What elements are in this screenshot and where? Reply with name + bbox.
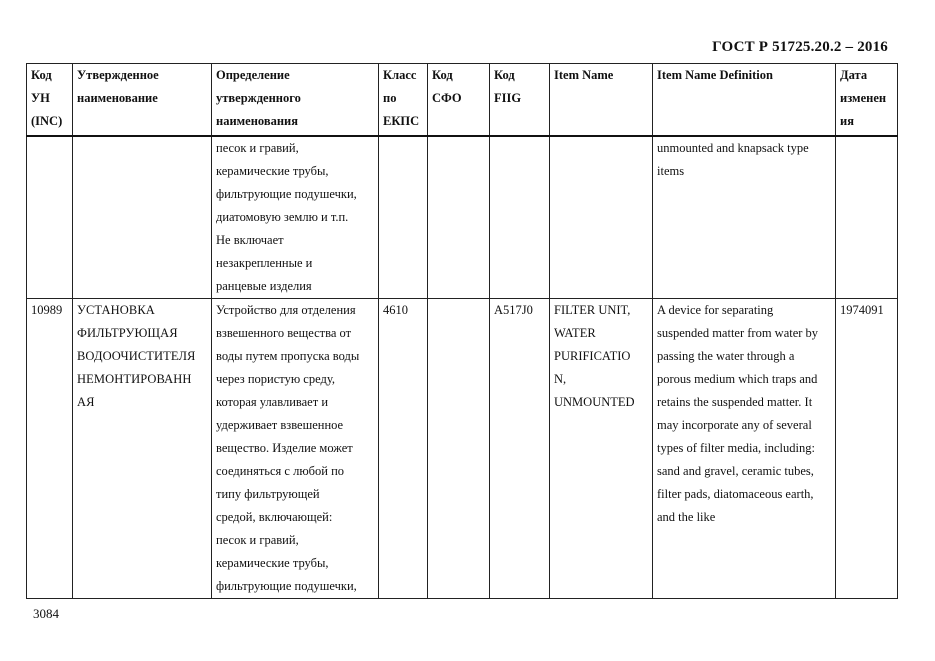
text-line: воды путем пропуска воды [216, 348, 360, 363]
cell-approved-name [73, 136, 212, 299]
text-line: Item Name [554, 68, 614, 82]
text-line: Класс [383, 68, 417, 82]
cell-definition [212, 136, 379, 299]
text-line: Код [31, 68, 52, 82]
cell-item-name-definition [653, 136, 836, 299]
text-line: УСТАНОВКА [77, 302, 155, 317]
text-line: через пористую среду, [216, 371, 335, 386]
cell-item-name-definition [653, 298, 836, 598]
text-line: Код [494, 68, 515, 82]
cell-change-date: 1974091 [836, 298, 898, 598]
text-line: ФИЛЬТРУЮЩАЯ [77, 325, 178, 340]
text-line: UNMOUNTED [554, 394, 635, 409]
cell-fiig-code: A517J0 [490, 298, 550, 598]
text-line: FILTER UNIT, [554, 302, 631, 317]
page-number: 3084 [33, 606, 59, 621]
text-line: A device for separating [657, 302, 774, 317]
text-line: типу фильтрующей [216, 486, 320, 501]
text-line: items [657, 163, 685, 178]
text-line: песок и гравий, [216, 532, 299, 547]
text-line: ВОДООЧИСТИТЕЛЯ [77, 348, 196, 363]
text-line: НЕМОНТИРОВАНН [77, 371, 192, 386]
document-title: ГОСТ Р 51725.20.2 – 2016 [712, 39, 888, 55]
text-line: керамические трубы, [216, 555, 329, 570]
cell-approved-name [73, 298, 212, 598]
text-line: WATER [554, 325, 596, 340]
cell-inc [27, 136, 73, 299]
header-definition [212, 64, 379, 136]
text-line: sand and gravel, ceramic tubes, [657, 463, 814, 478]
text-line: porous medium which traps and [657, 371, 818, 386]
header-inc [27, 64, 73, 136]
text-line: Утвержденное [77, 68, 159, 82]
text-line: ЕКПС [383, 114, 420, 128]
text-line: которая улавливает и [216, 394, 329, 409]
text-line: песок и гравий, [216, 140, 299, 155]
text-line: наименование [77, 91, 158, 105]
cell-definition [212, 298, 379, 598]
text-line: фильтрующие подушечки, [216, 578, 357, 593]
header-item-name [550, 64, 653, 136]
text-line: СФО [432, 91, 462, 105]
header-item-name-definition [653, 64, 836, 136]
catalog-table [26, 63, 898, 599]
text-line: PURIFICATIO [554, 348, 631, 363]
cell-ekps-class [379, 136, 428, 299]
text-line: керамические трубы, [216, 163, 329, 178]
header-ekps-class [379, 64, 428, 136]
cell-inc: 10989 [27, 298, 73, 598]
text-line: ия [840, 114, 854, 128]
cell-change-date [836, 136, 898, 299]
text-line: незакрепленные и [216, 255, 313, 270]
text-line: retains the suspended matter. It [657, 394, 813, 409]
text-line: and the like [657, 509, 716, 524]
text-line: Item Name Definition [657, 68, 773, 82]
text-line: наименования [216, 114, 299, 128]
cell-item-name [550, 136, 653, 299]
text-line: passing the water through a [657, 348, 795, 363]
text-line: N, [554, 371, 567, 386]
text-line: FIIG [494, 91, 522, 105]
table-row [27, 298, 898, 598]
text-line: АЯ [77, 394, 95, 409]
text-line: утвержденного [216, 91, 301, 105]
cell-sfo-code [428, 136, 490, 299]
text-line: Не включает [216, 232, 284, 247]
text-line: диатомовую землю и т.п. [216, 209, 349, 224]
text-line: types of filter media, including: [657, 440, 815, 455]
text-line: по [383, 91, 397, 105]
cell-sfo-code [428, 298, 490, 598]
text-line: filter pads, diatomaceous earth, [657, 486, 814, 501]
table-row [27, 136, 898, 299]
text-line: ранцевые изделия [216, 278, 312, 293]
header-sfo-code [428, 64, 490, 136]
text-line: соединяться с любой по [216, 463, 345, 478]
text-line: взвешенного вещества от [216, 325, 352, 340]
header-approved-name [73, 64, 212, 136]
text-line: вещество. Изделие может [216, 440, 353, 455]
header-change-date [836, 64, 898, 136]
cell-item-name [550, 298, 653, 598]
table-header-row [27, 64, 898, 136]
text-line: (INC) [31, 114, 63, 128]
text-line: средой, включающей: [216, 509, 333, 524]
text-line: фильтрующие подушечки, [216, 186, 357, 201]
text-line: Устройство для отделения [216, 302, 356, 317]
header-fiig-code [490, 64, 550, 136]
text-line: удерживает взвешенное [216, 417, 344, 432]
text-line: may incorporate any of several [657, 417, 812, 432]
cell-fiig-code [490, 136, 550, 299]
text-line: unmounted and knapsack type [657, 140, 809, 155]
text-line: УН [31, 91, 50, 105]
text-line: Дата [840, 68, 868, 82]
text-line: suspended matter from water by [657, 325, 819, 340]
text-line: Определение [216, 68, 290, 82]
cell-ekps-class: 4610 [379, 298, 428, 598]
text-line: Код [432, 68, 453, 82]
text-line: изменен [840, 91, 887, 105]
